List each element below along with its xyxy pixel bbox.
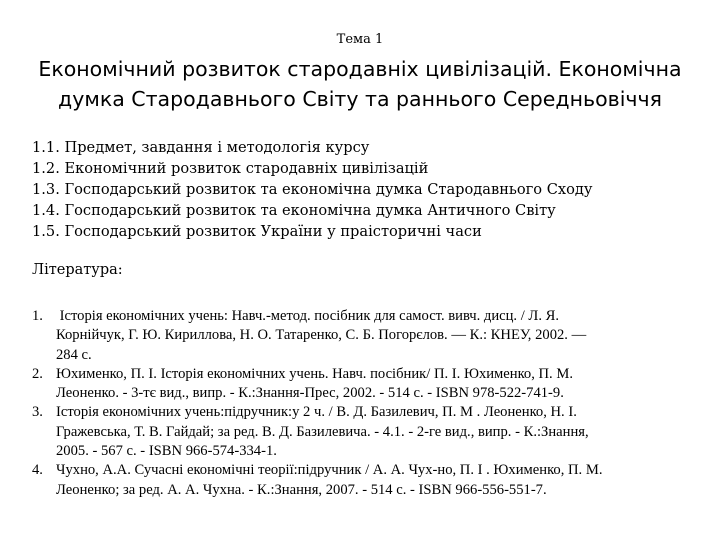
literature-line: Чухно, А.А. Сучасні економічні теорії:підручник / А. А. Чух-но, П. І . Юхименко, П. М.	[56, 462, 603, 479]
title-line-1: Економічний розвиток стародавніх цивілізацій. Економічна	[38, 57, 682, 81]
literature-line: Історія економічних учень:підручник:у 2 ч. / В. Д. Базилевич, П. М . Леоненко, Н. І.	[56, 404, 577, 421]
literature-item-number: 2.	[32, 365, 43, 382]
literature-line: Історія економічних учень: Навч.-метод. посібник для самост. вивч. дисц. / Л. Я.	[56, 308, 560, 324]
section-item: 1.2. Економічний розвиток стародавніх цивілізацій	[32, 160, 429, 177]
topic-label: Тема 1	[336, 32, 384, 47]
section-item: 1.1. Предмет, завдання і методологія курсу	[32, 139, 370, 156]
literature-line: Гражевська, Т. В. Гайдай; за ред. В. Д. Базилевича. - 4.1. - 2-ге вид., випр. - К.:Знання,	[56, 423, 589, 440]
section-item: 1.5. Господарський розвиток України у праісторичні часи	[32, 223, 482, 240]
section-item: 1.3. Господарський розвиток та економічна думка Стародавнього Сходу	[32, 181, 593, 198]
literature-item-text	[56, 403, 687, 461]
literature-item-text	[56, 365, 687, 404]
title-line-2: думка Стародавнього Світу та раннього Середньовіччя	[58, 87, 662, 111]
literature-item	[32, 461, 687, 500]
literature-item-number: 3.	[32, 404, 43, 421]
literature-line: Леоненко; за ред. А. А. Чухна. - К.:Знання, 2007. - 514 с. - ISBN 966-556-551-7.	[56, 481, 547, 498]
section-item: 1.4. Господарський розвиток та економічна думка Античного Світу	[32, 202, 556, 219]
literature-item-text	[56, 461, 687, 500]
literature-item-number: 4.	[32, 462, 43, 479]
literature-line: 284 с.	[56, 346, 92, 363]
literature-item	[32, 403, 687, 461]
literature-item	[32, 365, 687, 404]
literature-line: 2005. - 567 с. - ISBN 966-574-334-1.	[56, 443, 277, 460]
literature-list	[32, 307, 687, 500]
literature-line: Леоненко. - 3-тє вид., випр. - К.:Знання-Прес, 2002. - 514 с. - ISBN 978-522-741-9.	[56, 385, 564, 402]
slide-title	[20, 54, 700, 114]
section-list	[32, 137, 702, 242]
literature-line: Корнійчук, Г. Ю. Кириллова, Н. О. Татаренко, С. Б. Погорєлов. — К.: КНЕУ, 2002. —	[56, 327, 587, 344]
literature-heading: Література:	[32, 262, 123, 278]
literature-item-text	[56, 307, 687, 365]
literature-item-number: 1.	[32, 308, 43, 324]
literature-line: Юхименко, П. І. Історія економічних учень. Навч. посібник/ П. І. Юхименко, П. М.	[56, 365, 573, 382]
literature-item	[32, 307, 687, 365]
